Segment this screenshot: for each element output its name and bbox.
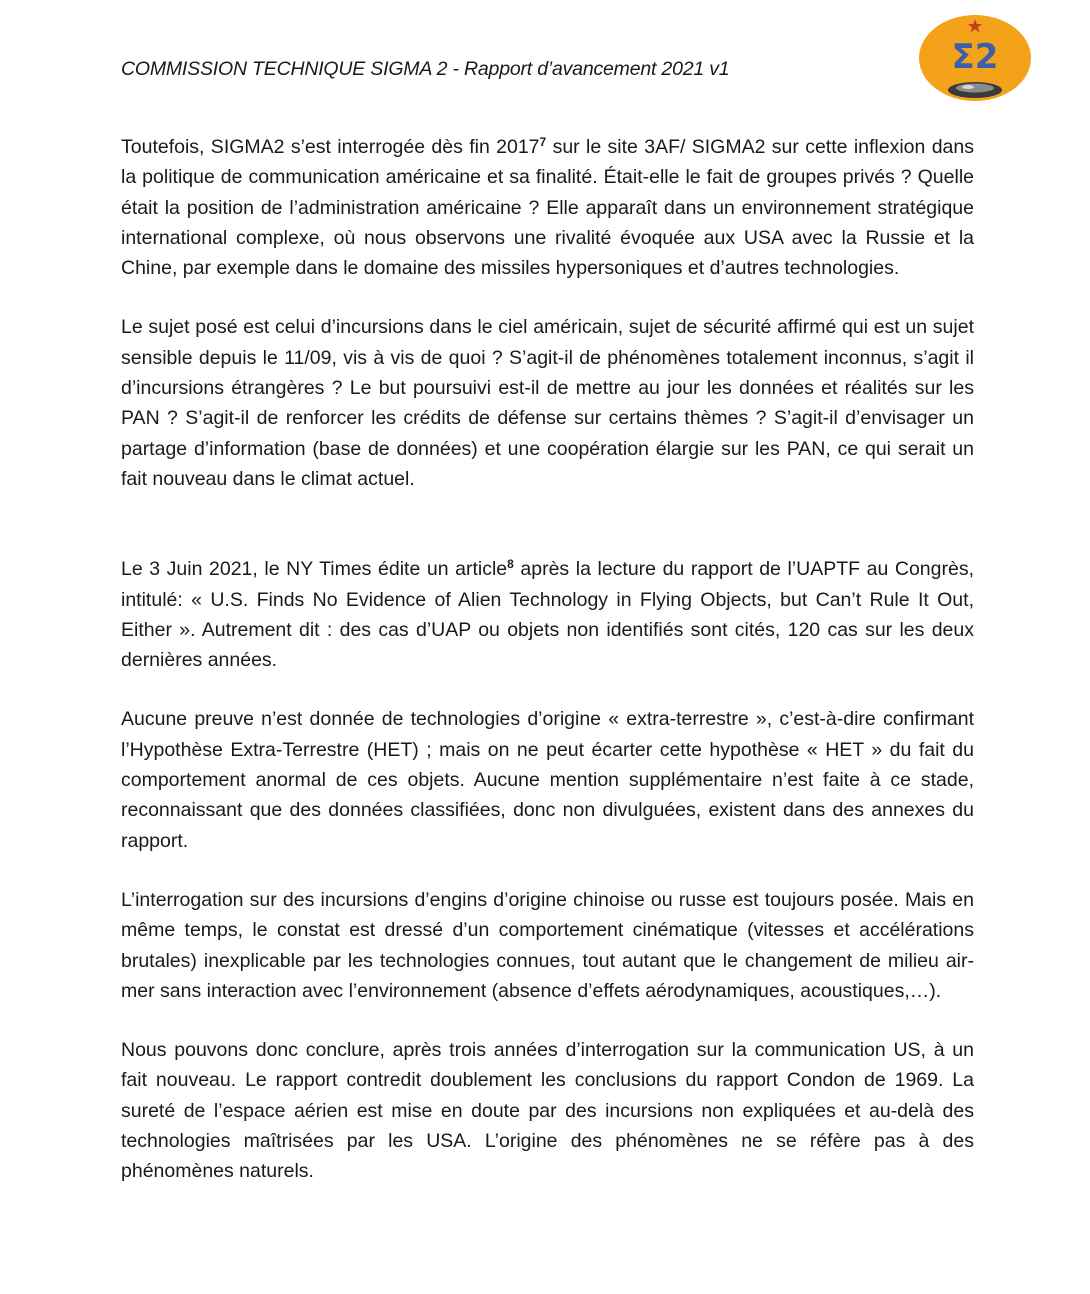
paragraph: Le sujet posé est celui d’incursions dans le ciel américain, sujet de sécurité affirmé qui est un sujet sensible depuis le 11/09, vis à vis de quoi ? S’agit-il de phénomènes totalement inconnus, s’agit il d’incursions étrangères ? Le but poursuivi est-il de mettre au jour les données et réalités sur les PAN ? S’agit-il de renforcer les crédits de défense sur certains thèmes ? S’agit-il d’envisager un partage d’information (base de données) et une coopération élargie sur les PAN, ce qui serait un fait nouveau dans le climat actuel. [121, 316, 974, 490]
document-body [121, 132, 974, 1187]
paragraph: Toutefois, SIGMA2 s’est interrogée dès fin 2017$^7$ sur le site 3AF/ SIGMA2 sur cette inflexion dans la politique de communication américaine et sa finalité. Était-elle le fait de groupes privés ? Quelle était la position de l’administration américaine ? Elle apparaît dans un environnement stratégique international complexe, où nous observons une rivalité évoquée aux USA avec la Russie et la Chine, par exemple dans le domaine des missiles hypersoniques et d’autres technologies. [121, 135, 974, 280]
sigma2-logo [918, 14, 1032, 102]
paragraph: Aucune preuve n’est donnée de technologies d’origine « extra-terrestre », c’est-à-dire confirmant l’Hypothèse Extra-Terrestre (HET) ; mais on ne peut écarter cette hypothèse « HET » du fait du comportement anormal de ces objets. Aucune mention supplémentaire n’est faite à ce stade, reconnaissant que des données classifiées, donc non divulguées, existent dans des annexes du rapport. [121, 708, 974, 852]
document-header: COMMISSION TECHNIQUE SIGMA 2 - Rapport d’avancement 2021 v1 [121, 58, 730, 80]
paragraph: Le 3 Juin 2021, le NY Times édite un article$^8$ après la lecture du rapport de l’UAPTF au Congrès, intitulé: « U.S. Finds No Evidence of Alien Technology in Flying Objects, but Can’t Rule It Out, Either ». Autrement dit : des cas d’UAP ou objets non identifiés sont cités, 120 cas sur les deux dernières années. [121, 557, 974, 672]
footnote-marker[interactable]: 8 [507, 557, 514, 572]
footnote-marker[interactable]: 7 [539, 135, 547, 149]
paragraph: Nous pouvons donc conclure, après trois années d’interrogation sur la communication US, à un fait nouveau. Le rapport contredit doublement les conclusions du rapport Condon de 1969. La sureté de l’espace aérien est mise en doute par des incursions non expliquées et au-delà des technologies maîtrisées par les USA. L’origine des phénomènes ne se réfère pas à des phénomènes naturels. [121, 1039, 974, 1183]
logo-sigma-text: Σ2 [951, 37, 999, 77]
paragraph: L’interrogation sur des incursions d’engins d’origine chinoise ou russe est toujours posée. Mais en même temps, le constat est dressé d’un comportement cinématique (vitesses et accélérations brutales) inexplicable par les technologies connues, tout autant que le changement de milieu air-mer sans interaction avec l’environnement (absence d’effets aérodynamiques, acoustiques,…). [121, 888, 974, 1002]
